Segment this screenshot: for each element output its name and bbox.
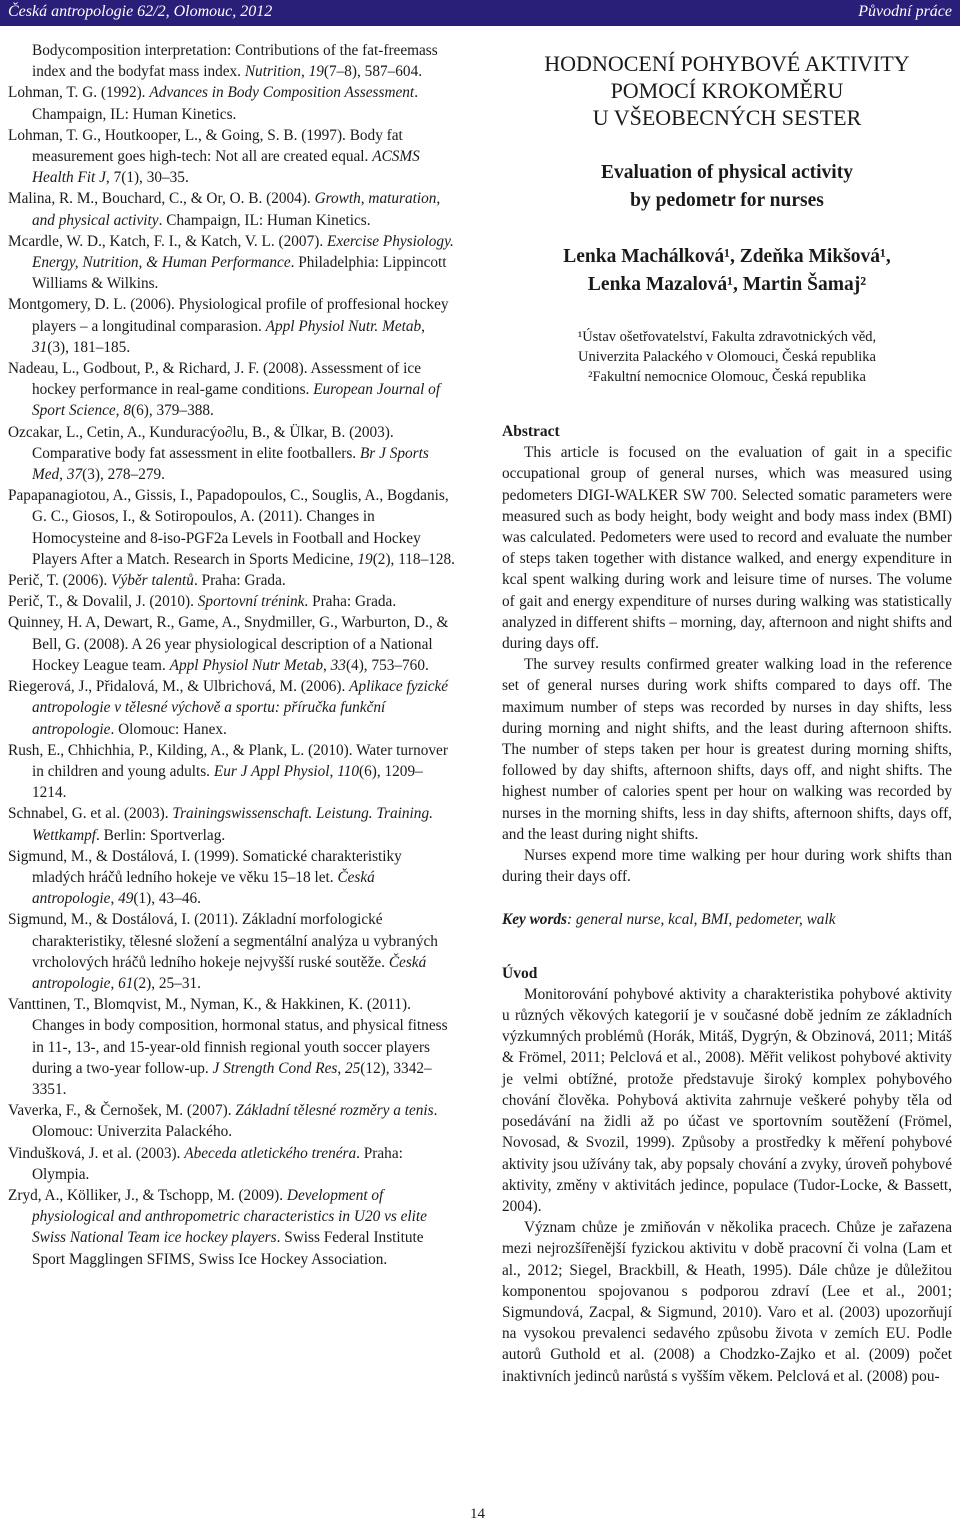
reference-text: (3), 181–185. [47,338,131,356]
intro-paragraph: Monitorování pohybové aktivity a charakteristika pohybové aktivity u různých věkových kategorií je v současné době jedním ze základních výzkumných problémů (Horák, Mitáš, Dygrýn, & Obzinová, 2011; Mitáš & Frömel, 2011; Pelclová et al., 2008). Měřit velikost pohybové aktivity je velmi obtížné, protože představuje široký komplex pohybového chování člověka. Pohybová aktivita zahrnuje veškeré pohyby těla od posedávání na židli až po účast ve sportovním soutěžení (Frömel, Novosad, & Svozil, 1999). Způsoby a prostředky k měření pohybové aktivity jsou užívány tak, aby popsaly chování a zvyky, úroveň pohybové aktivity, změny v aktivitách jedince, populace (Tudor-Locke, & Bassett, 2004). [502,985,952,1215]
reference-entry [8,591,456,612]
abstract-paragraph: Nurses expend more time walking per hour during work shifts than during their days off. [502,847,952,886]
reference-text: Lohman, T. G., Houtkooper, L., & Going, S. B. (1997). Body fat measurement goes high-tech: Not all are created equal. [8,126,403,166]
affiliation-line: ²Fakultní nemocnice Olomouc, Česká republika [588,369,866,385]
reference-text: Základní tělesné rozměry a tenis [235,1102,434,1120]
reference-text: . Olomouc: Hanex. [110,720,227,738]
reference-text: Br J Sports Med, 37 [32,444,429,484]
reference-text: 25 [344,1059,361,1077]
reference-entry [8,358,456,422]
reference-text: Česká antropologie [32,868,375,908]
reference-text: J Strength Cond Res [212,1059,338,1077]
reference-text: ACSMS Health Fit J, [32,148,420,187]
reference-text: Quinney, H. A, Dewart, R., Game, A., Snydmiller, G., Warburton, D., & Bell, G. (2008). A 26 year physiological description of a National Hockey League team. [8,614,449,674]
reference-text: . Praha: Grada. [193,572,286,590]
title-line: POMOCÍ KROKOMĚRU [610,78,844,103]
reference-text: Sportovní trénink [197,593,305,611]
reference-entry [8,612,456,676]
reference-entry [8,846,456,910]
reference-text: Appl Physiol Nutr. Metab [265,317,422,335]
reference-text: . Berlin: Sportverlag. [96,826,226,844]
reference-text: Appl Physiol Nutr Metab [169,656,323,674]
reference-text: . Champaign, IL: Human Kinetics. [158,211,371,229]
abstract-paragraph: This article is focused on the evaluation of gait in a specific occupational group of general nurses, which was measured using pedometers DIGI-WALKER SW 700. Selected somatic parameters were measured such as body height, body weight and body mass index (BMI) was calculated. Pedometers were used to record and evaluate the number of steps taken together with distance walked, and energy expenditure in kcal spent walking during work and leisure time of nurses. The volume of gait and energy expenditure of nurses during walking was statistically analyzed in different shifts – morning, day, afternoon and night shifts and during days off. [502,444,952,653]
intro-heading: Úvod [502,964,538,982]
reference-text: Schnabel, G. et al. (2003). [8,805,173,823]
reference-text: 31 [32,338,48,356]
reference-text: 49 [118,890,134,908]
reference-text: Abeceda atletického trenéra [184,1144,357,1162]
reference-text: Eur J Appl Physiol, 110 [213,762,360,780]
reference-text: Zryd, A., Kölliker, J., & Tschopp, M. (2009). [8,1186,287,1204]
reference-text: (2), 25–31. [133,974,201,992]
affiliation-line: Univerzita Palackého v Olomouci, Česká republika [578,349,876,365]
reference-text: Riegerová, J., Přidalová, M., & Ulbrichová, M. (2006). [8,678,350,696]
reference-text: Sigmund, M., & Dostálová, I. (1999). Somatické charakteristiky mladých hráčů ledního hokeje ve věku 15–18 let. [8,847,402,886]
article-subtitle [502,159,952,215]
subtitle-line: by pedometr for nurses [630,190,824,211]
reference-text: European Journal of Sport Science, 8 [32,381,441,420]
reference-entry [8,485,456,570]
reference-entry [8,1143,456,1185]
reference-text: Lohman, T. G. (1992). [8,84,150,102]
reference-text: 61 [118,974,134,992]
authors-line: Lenka Mazalová¹, Martin Šamaj² [587,274,867,295]
reference-text: Perič, T., & Dovalil, J. (2010). [8,593,198,611]
keywords [502,909,952,930]
reference-text: , [337,1059,345,1077]
reference-text: . Praha: Olympia. [32,1144,403,1183]
reference-text: Nadeau, L., Godbout, P., & Richard, J. F. (2008). Assessment of ice hockey performance in real-game conditions. [8,360,422,399]
reference-entry [8,294,456,358]
reference-entry [8,422,456,486]
references-column [8,40,456,1270]
reference-entry [8,676,456,740]
reference-text: (7–8), 587–604. [323,63,423,81]
reference-text: 7(1), 30–35. [109,169,189,187]
reference-entry [8,909,456,994]
reference-text: 19 [357,550,373,568]
reference-text: Česká antropologie [32,953,427,992]
reference-text: Vaverka, F., & Černošek, M. (2007). [8,1102,236,1120]
reference-text: (1), 43–46. [133,890,201,908]
reference-entry [8,803,456,845]
subtitle-line: Evaluation of physical activity [601,162,853,183]
page-header [0,0,960,26]
abstract-paragraph: The survey results confirmed greater walking load in the reference set of general nurses during work shifts compared to days off. The maximum number of steps was recorded by nurses in day shifts, less during morning and night shifts, and the least during afternoon shifts. The number of steps taken per hour is greatest during morning shifts, followed by day shifts, afternoon shifts, days off, and night shifts. The highest number of calories spent per hour on walking was recorded by nurses in the morning shifts, less in day shifts, afternoon shifts, days off, and the least during night shifts. [502,656,952,843]
reference-text: Ozcakar, L., Cetin, A., Kunduracýo∂lu, B., & Ülkar, B. (2003). Comparative body fat assessment in elite footballers. [8,423,394,462]
affiliation-line: ¹Ústav ošetřovatelství, Fakulta zdravotnických věd, [577,329,877,345]
reference-text: Rush, E., Chhichhia, P., Kilding, A., & Plank, L. (2010). Water turnover in children and young adults. [8,741,448,780]
reference-text: Papapanagiotou, A., Gissis, I., Papadopoulos, C., Souglis, A., Bogdanis, G. C., Giosos, I., & Sotiropoulos, A. (2011). Changes in Homocysteine and 8-iso-PGF2a Levels in Football and Hockey Players After a Match. Research in Sports Medicine, [8,487,449,568]
reference-text: . Swiss Federal Institute Sport Magglingen SFIMS, Swiss Ice Hockey Association. [32,1229,424,1268]
reference-text: Aplikace fyzické antropologie v tělesné výchově a sportu: příručka funkční antropologie [32,678,449,738]
reference-text: Sigmund, M., & Dostálová, I. (2011). Základní morfologické charakteristiky, tělesné složení a segmentální analýza u vybraných vrcholových hráčů ledního hokeje nejvyšší ruské soutěže. [8,911,438,971]
reference-text: Malina, R. M., Bouchard, C., & Or, O. B. (2004). [8,190,315,208]
reference-text: Growth, maturation, and physical activity [32,190,441,229]
reference-entry [8,740,456,804]
reference-text: Vindušková, J. et al. (2003). [8,1144,185,1162]
article-column [502,40,952,1387]
reference-text: 33 [330,656,346,674]
reference-text: , [110,974,119,992]
reference-entry [8,188,456,230]
reference-entry [8,125,456,189]
reference-text: . Champaign, IL: Human Kinetics. [32,84,419,123]
page-number: 14 [470,1506,485,1522]
reference-text: Advances in Body Composition Assessment [149,84,415,102]
section-label: Původní práce [858,3,952,20]
intro-paragraph: Význam chůze je zmiňován v několika pracech. Chůze je zařazena mezi nejrozšířenější fyzickou aktivitu v době pracovní či volna (Lam et al., 2012; Siegel, Brackbill, & Heath, 1995). Dále chůze je důležitou komponentou spojovanou s podporou zdraví (Lee et al., 2001; Sigmundová, Zacpal, & Sigmund, 2010). Varo et al. (2003) upozorňují na vysokou prevalenci sedavého způsobu života v zemích EU. Podle autorů Guthold et al. (2008) a Chodzko-Zajko et al. (2009) počet inaktivních jedinců narůstá s vyšším věkem. Pelclová et al. (2008) pou- [502,1219,952,1385]
reference-entry [8,40,456,82]
reference-text: Trainingswissenschaft. Leistung. Training. Wettkampf [32,805,433,844]
reference-text: (6), 379–388. [130,402,214,420]
reference-entry [8,1100,456,1142]
reference-text: Development of physiological and anthropometric characteristics in U20 vs elite Swiss National Team ice hockey players [32,1186,427,1247]
reference-entry [8,231,456,295]
keywords-text: : general nurse, kcal, BMI, pedometer, walk [567,911,836,929]
reference-entry [8,1185,456,1270]
reference-entry [8,82,456,124]
reference-entry [8,570,456,591]
reference-text: Exercise Physiology. Energy, Nutrition, & Human Performance [32,232,454,272]
reference-text: . Olomouc: Univerzita Palackého. [32,1102,438,1141]
reference-text: Bodycomposition interpretation: Contributions of the fat-freemass index and the bodyfat mass index. [32,42,438,81]
reference-text: , [323,656,331,674]
reference-text: (6), 1209–1214. [32,762,423,802]
reference-text: (3), 278–279. [82,466,165,484]
title-line: U VŠEOBECNÝCH SESTER [592,105,862,130]
reference-text: Perič, T. (2006). [8,572,112,590]
reference-text: , [110,890,119,908]
reference-text: Vanttinen, T., Blomqvist, M., Nyman, K., & Hakkinen, K. (2011). Changes in body composition, hormonal status, and physical fitness in 11-, 13-, and 15-year-old finnish regional youth soccer players during a two-year follow-up. [8,996,448,1077]
reference-text: Montgomery, D. L. (2006). Physiological profile of proffesional hockey players – a longitudinal comparasion. [8,296,449,335]
reference-text: . Praha: Grada. [304,593,397,611]
reference-text: (4), 753–760. [345,656,429,674]
reference-text: Výběr talentů [111,572,194,590]
reference-text: . Philadelphia: Lippincott Williams & Wilkins. [32,254,447,293]
article-title [502,50,952,131]
reference-entry [8,994,456,1100]
title-line: HODNOCENÍ POHYBOVÉ AKTIVITY [544,51,910,76]
reference-text: Mcardle, W. D., Katch, F. I., & Katch, V. L. (2007). [8,232,327,250]
affiliations [502,327,952,387]
reference-text: , [421,317,425,335]
abstract-heading: Abstract [502,423,560,440]
authors-line: Lenka Machálková¹, Zdeňka Mikšová¹, [563,246,891,267]
reference-text: (12), 3342–3351. [32,1059,432,1098]
keywords-label: Key words [502,911,568,929]
reference-text: Nutrition, 19 [244,63,324,81]
journal-name: Česká antropologie 62/2, Olomouc, 2012 [8,3,273,20]
reference-text: (2), 118–128. [372,550,455,568]
authors [502,243,952,299]
